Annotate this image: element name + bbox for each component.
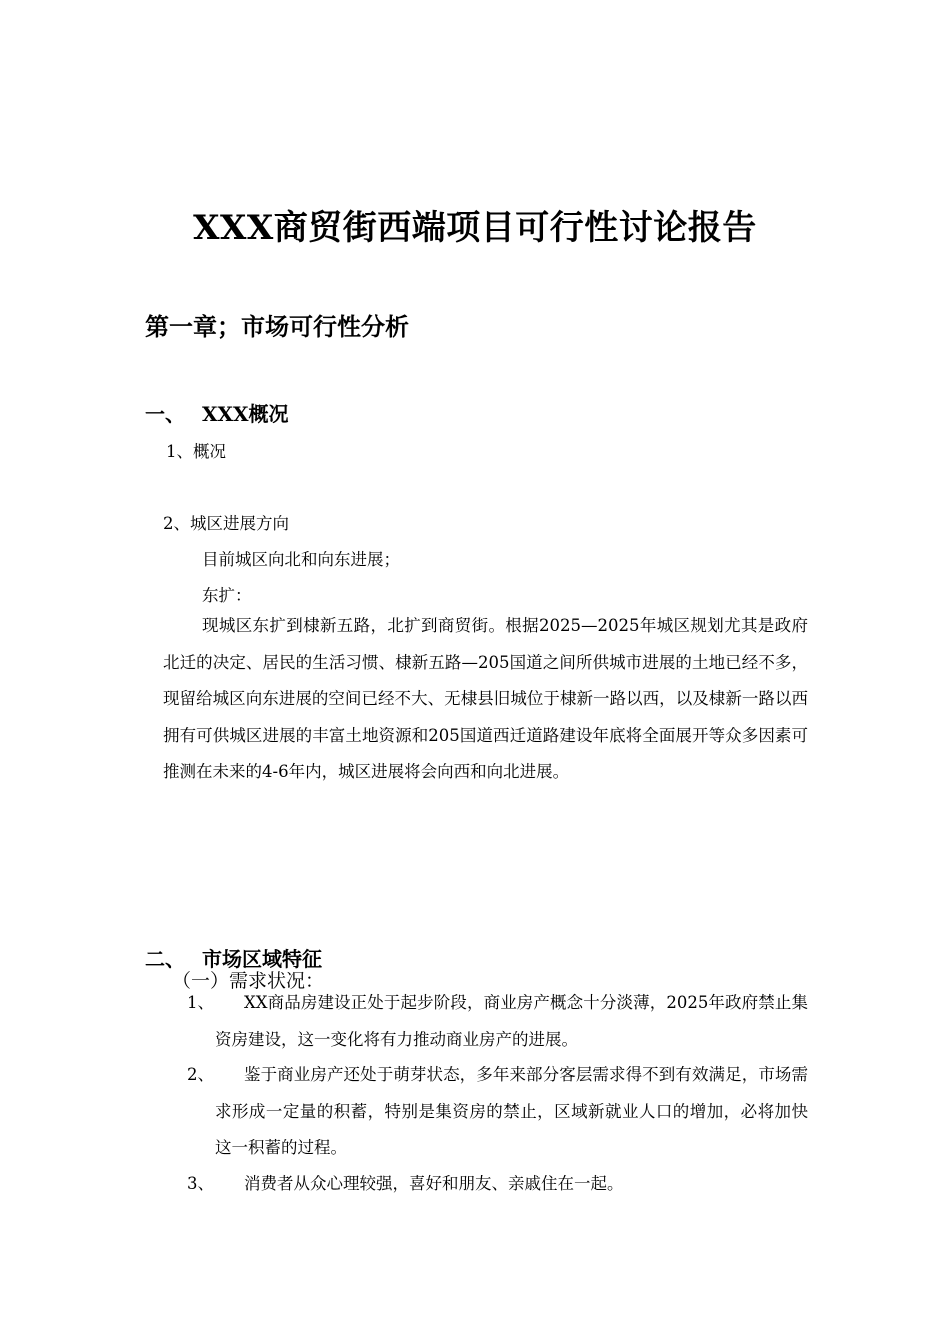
chapter-heading: 第一章；市场可行性分析 (145, 312, 409, 341)
section-title: XXX概况 (202, 402, 289, 426)
list-item (187, 1057, 808, 1167)
section-title: 市场区域特征 (202, 947, 322, 971)
section-number: 二、 (145, 947, 185, 971)
list-item (187, 985, 808, 1058)
subsection-heading: （一）需求状况： (172, 970, 325, 992)
subsection-heading: 1、概况 (166, 442, 226, 461)
section-number: 一、 (145, 402, 185, 426)
list-item-text: 消费者从众心理较强，喜好和朋友、亲戚住在一起。 (244, 1174, 624, 1193)
body-line: 目前城区向北和向东进展； (202, 550, 400, 569)
list-item-number: 2、 (187, 1065, 214, 1084)
list-item-number: 3、 (187, 1174, 214, 1193)
section-heading (145, 398, 289, 427)
list-item-number: 1、 (187, 993, 214, 1012)
list-item-text: 鉴于商业房产还处于萌芽状态，多年来部分客层需求得不到有效满足，市场需求形成一定量的积蓄，特别是集资房的禁止，区域新就业人口的增加，必将加快这一积蓄的过程。 (215, 1065, 808, 1157)
body-line: 东扩： (202, 586, 252, 605)
list-item-text: XX商品房建设正处于起步阶段，商业房产概念十分淡薄，2025年政府禁止集资房建设，这一变化将有力推动商业房产的进展。 (215, 993, 808, 1049)
subsection-heading: 2、城区进展方向 (163, 514, 289, 533)
document-title: XXX商贸街西端项目可行性讨论报告 (193, 208, 757, 248)
list-item (187, 1166, 808, 1203)
body-paragraph: 现城区东扩到棣新五路，北扩到商贸街。根据2025—2025年城区规划尤其是政府北迁的决定、居民的生活习惯、棣新五路—205国道之间所供城市进展的土地已经不多，现留给城区向东进展的空间已经不大、无棣县旧城位于棣新一路以西，以及棣新一路以西拥有可供城区进展的丰富土地资源和205国道西迁道路建设年底将全面展开等众多因素可推测在未来的4-6年内，城区进展将会向西和向北进展。 (163, 616, 808, 781)
